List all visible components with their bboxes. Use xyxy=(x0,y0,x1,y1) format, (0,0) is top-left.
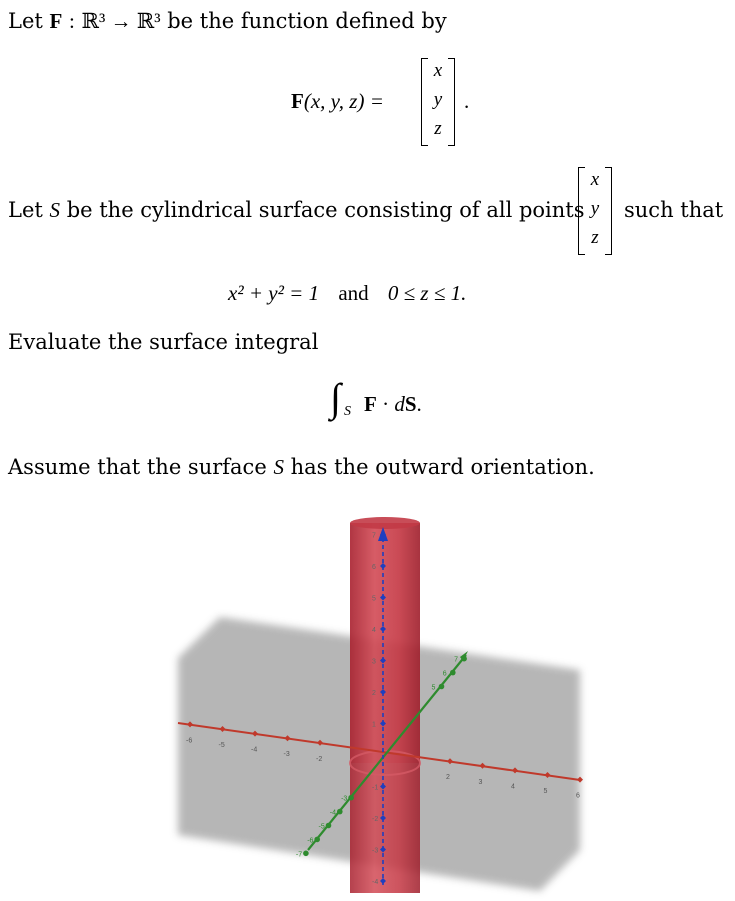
definition-period: . xyxy=(464,89,470,113)
x-tick-label: 4 xyxy=(511,783,515,791)
y-tick-label: -3 xyxy=(341,795,348,803)
cylinder-surface xyxy=(350,523,420,763)
x-tick-label: -3 xyxy=(283,751,290,759)
y-tick-mark xyxy=(337,809,343,815)
z-tick-label: -2 xyxy=(372,816,379,823)
intro-domain: ℝ³ → ℝ³ xyxy=(81,9,161,33)
z-tick-label: 5 xyxy=(372,595,376,603)
x-tick-label: -5 xyxy=(218,742,225,749)
cylinder-top xyxy=(350,517,420,529)
x-tick-label: 6 xyxy=(576,792,580,800)
integral-d: d xyxy=(394,392,405,416)
x-tick-label: 3 xyxy=(478,778,483,786)
surface-middle: be the cylindrical surface consisting of all points xyxy=(66,198,585,222)
condition-eq2: 0 ≤ z ≤ 1. xyxy=(387,281,467,305)
surface-vector-x: x xyxy=(590,169,600,190)
z-tick-label: 3 xyxy=(372,658,376,666)
z-tick-label: -3 xyxy=(372,847,379,855)
x-tick-label: -6 xyxy=(186,737,193,745)
x-tick-label: 2 xyxy=(446,774,450,782)
intro-F: F xyxy=(49,9,63,33)
surface-sentence xyxy=(8,198,585,223)
surface-vector-z: z xyxy=(591,227,599,248)
y-tick-label: -7 xyxy=(295,851,303,859)
surface-vector xyxy=(578,167,612,255)
orientation-S: S xyxy=(273,455,284,479)
y-tick-mark xyxy=(314,837,320,843)
definition-F: F xyxy=(291,89,304,113)
cylinder-3d-plot xyxy=(0,505,735,901)
integral-period: . xyxy=(416,392,422,416)
condition-line xyxy=(228,281,466,306)
surface-vector-y: y xyxy=(590,198,600,219)
intro-let: Let xyxy=(8,9,43,33)
surface-S: S xyxy=(49,198,60,222)
definition-args: (x, y, z) = xyxy=(303,89,384,113)
integral-S: S xyxy=(404,392,417,416)
definition-vector-z: z xyxy=(434,118,442,139)
integral-dot: · xyxy=(382,392,390,416)
integral-sign: ∫ xyxy=(330,375,341,420)
integral-subscript: S xyxy=(344,404,351,419)
definition-vector xyxy=(421,58,455,146)
condition-eq1: x² + y² = 1 xyxy=(228,281,320,305)
z-tick-label: 6 xyxy=(372,564,376,571)
z-tick-label: 2 xyxy=(372,690,376,697)
orientation-note xyxy=(8,455,595,480)
surface-let: Let xyxy=(8,198,43,222)
x-tick-label: -2 xyxy=(316,755,323,763)
intro-tail: be the function defined by xyxy=(167,9,447,33)
intro-colon: : xyxy=(69,9,75,33)
x-tick-label: -4 xyxy=(251,746,258,754)
y-tick-label: -5 xyxy=(318,823,325,831)
y-tick-mark xyxy=(461,656,467,662)
y-tick-mark xyxy=(348,795,354,801)
y-tick-mark xyxy=(450,670,456,676)
orientation-after: has the outward orientation. xyxy=(290,455,595,479)
y-tick-label: -4 xyxy=(329,809,337,817)
y-tick-label: 7 xyxy=(454,656,459,664)
z-tick-label: 4 xyxy=(372,627,376,634)
definition-vector-x: x xyxy=(433,60,443,81)
z-tick-label: 7 xyxy=(372,532,376,540)
y-tick-label: 5 xyxy=(431,684,436,692)
x-tick-label: 5 xyxy=(543,788,548,795)
definition-lhs xyxy=(291,89,384,114)
integral-F: F xyxy=(364,392,377,416)
orientation-before: Assume that the surface xyxy=(8,455,267,479)
surface-after: such that xyxy=(624,198,724,222)
evaluate-label: Evaluate the surface integral xyxy=(8,330,319,354)
z-tick-label: -1 xyxy=(372,784,379,792)
condition-and: and xyxy=(338,281,369,305)
y-tick-mark xyxy=(303,851,309,857)
y-tick-mark xyxy=(439,684,445,690)
y-tick-label: -6 xyxy=(307,837,314,845)
intro-line xyxy=(8,9,447,34)
definition-vector-y: y xyxy=(433,89,443,110)
z-tick-label: -4 xyxy=(372,879,379,886)
y-tick-mark xyxy=(326,823,332,829)
z-tick-label: 1 xyxy=(372,721,376,729)
cylinder-lower-surface xyxy=(350,763,420,893)
y-tick-label: 6 xyxy=(442,670,447,678)
